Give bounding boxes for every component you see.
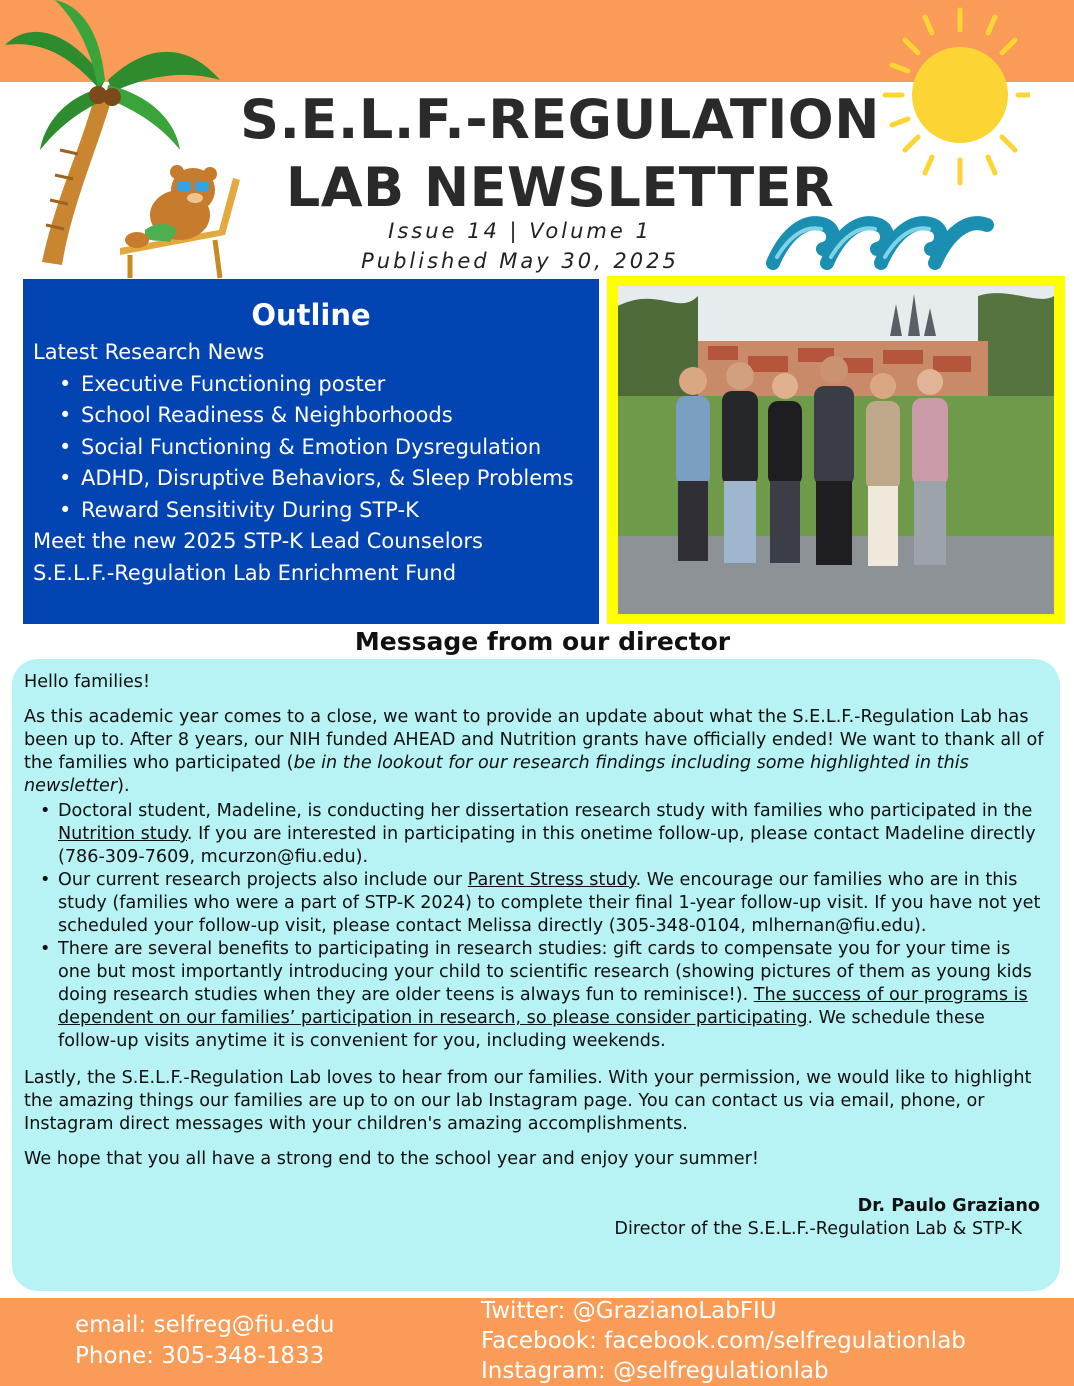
outline-section-counselors: Meet the new 2025 STP-K Lead Counselors xyxy=(33,529,483,553)
participation-emphasis: The success of our programs is dependent on our families’ participation in research, so please consider participating xyxy=(58,985,1028,1028)
intro-paragraph xyxy=(24,706,1046,798)
issue-info xyxy=(330,216,710,276)
outline-section-fund: S.E.L.F.-Regulation Lab Enrichment Fund xyxy=(33,560,457,585)
signature xyxy=(24,1195,1046,1241)
group-photo xyxy=(618,286,1054,614)
intro-italic: be in the lookout for our research findings including some highlighted in this newsletter xyxy=(24,753,969,796)
message-bullets xyxy=(38,800,1046,1053)
bullet-nutrition xyxy=(38,800,1046,869)
outline-heading: Outline xyxy=(251,298,371,332)
title-line-2: LAB NEWSLETTER xyxy=(285,156,835,219)
parent-stress-study-link[interactable]: Parent Stress study xyxy=(467,870,636,890)
intro-text-end: ). xyxy=(117,776,130,796)
signature-title: Director of the S.E.L.F.-Regulation Lab & STP-K xyxy=(614,1219,1022,1239)
phone-number: Phone: 305-348-1833 xyxy=(75,1343,325,1369)
bullet-text: Doctoral student, Madeline, is conducting her dissertation research study with families who participated in the xyxy=(58,801,1033,821)
email-link[interactable]: email: selfreg@fiu.edu xyxy=(75,1312,335,1338)
outline-list xyxy=(57,369,589,527)
facebook-link[interactable]: Facebook: facebook.com/selfregulationlab xyxy=(481,1328,966,1354)
outline-item: • Executive Functioning poster xyxy=(57,369,589,401)
greeting: Hello families! xyxy=(24,672,151,692)
footer-social xyxy=(481,1296,966,1386)
closing-paragraph: We hope that you all have a strong end to the school year and enjoy your summer! xyxy=(24,1149,759,1169)
outline-section-research: Latest Research News xyxy=(33,340,265,364)
bullet-text: There are several benefits to participating in research studies: gift cards to compensate you for your time is one but most importantly introducing your child to scientific research (showing pictures of them as young kids doing research studies when they are older teens is always fun to reminisce!). xyxy=(58,939,1032,1005)
outline-item: • Reward Sensitivity During STP-K xyxy=(57,495,589,527)
title-line-1: S.E.L.F.-REGULATION xyxy=(240,88,880,151)
bullet-parent-stress xyxy=(38,869,1046,938)
outline-item: • ADHD, Disruptive Behaviors, & Sleep Problems xyxy=(57,463,589,495)
bullet-text: Our current research projects also include our xyxy=(58,870,468,890)
photo-frame xyxy=(607,276,1065,624)
twitter-link[interactable]: Twitter: @GrazianoLabFIU xyxy=(481,1298,777,1324)
bullet-text: . We encourage our families who are in this study (families who were a part of STP-K 2024) to complete their final 1-year follow-up visit. If you have not yet scheduled your follow-up visit, please contact Melissa directly (305-348-0104, mlhernan@fiu.edu). xyxy=(58,870,1041,936)
footer-contact xyxy=(75,1310,335,1372)
outline-box xyxy=(23,279,599,624)
message-box xyxy=(12,659,1060,1291)
published-date: Published May 30, 2025 xyxy=(361,249,679,273)
newsletter-title xyxy=(200,86,920,222)
footer xyxy=(0,1298,1074,1386)
bullet-text: . If you are interested in participating in this onetime follow-up, please contact Madeline directly (786-309-7609, mcurzon@fiu.edu). xyxy=(58,824,1036,867)
bullet-benefits xyxy=(38,938,1046,1053)
nutrition-study-link[interactable]: Nutrition study xyxy=(58,824,187,844)
message-heading: Message from our director xyxy=(354,627,731,656)
issue-volume: Issue 14 | Volume 1 xyxy=(388,219,652,243)
lastly-paragraph: Lastly, the S.E.L.F.-Regulation Lab loves to hear from our families. With your permission, we would like to highlight the amazing things our families are up to on our lab Instagram page. You can contact us via email, phone, or Instagram direct messages with your children's amazing accomplishments. xyxy=(24,1068,1032,1134)
intro-text: As this academic year comes to a close, we want to provide an update about what the S.E.L.F.-Regulation Lab has been up to. After 8 years, our NIH funded AHEAD and Nutrition grants have officially ended! We want to thank all of the families who participated ( xyxy=(24,707,1044,773)
signature-name: Dr. Paulo Graziano xyxy=(857,1196,1040,1216)
instagram-link[interactable]: Instagram: @selfregulationlab xyxy=(481,1358,829,1384)
outline-item: • School Readiness & Neighborhoods xyxy=(57,400,589,432)
bullet-text: . We schedule these follow-up visits anytime it is convenient for you, including weekends. xyxy=(58,1008,985,1051)
outline-item: • Social Functioning & Emotion Dysregulation xyxy=(57,432,589,464)
